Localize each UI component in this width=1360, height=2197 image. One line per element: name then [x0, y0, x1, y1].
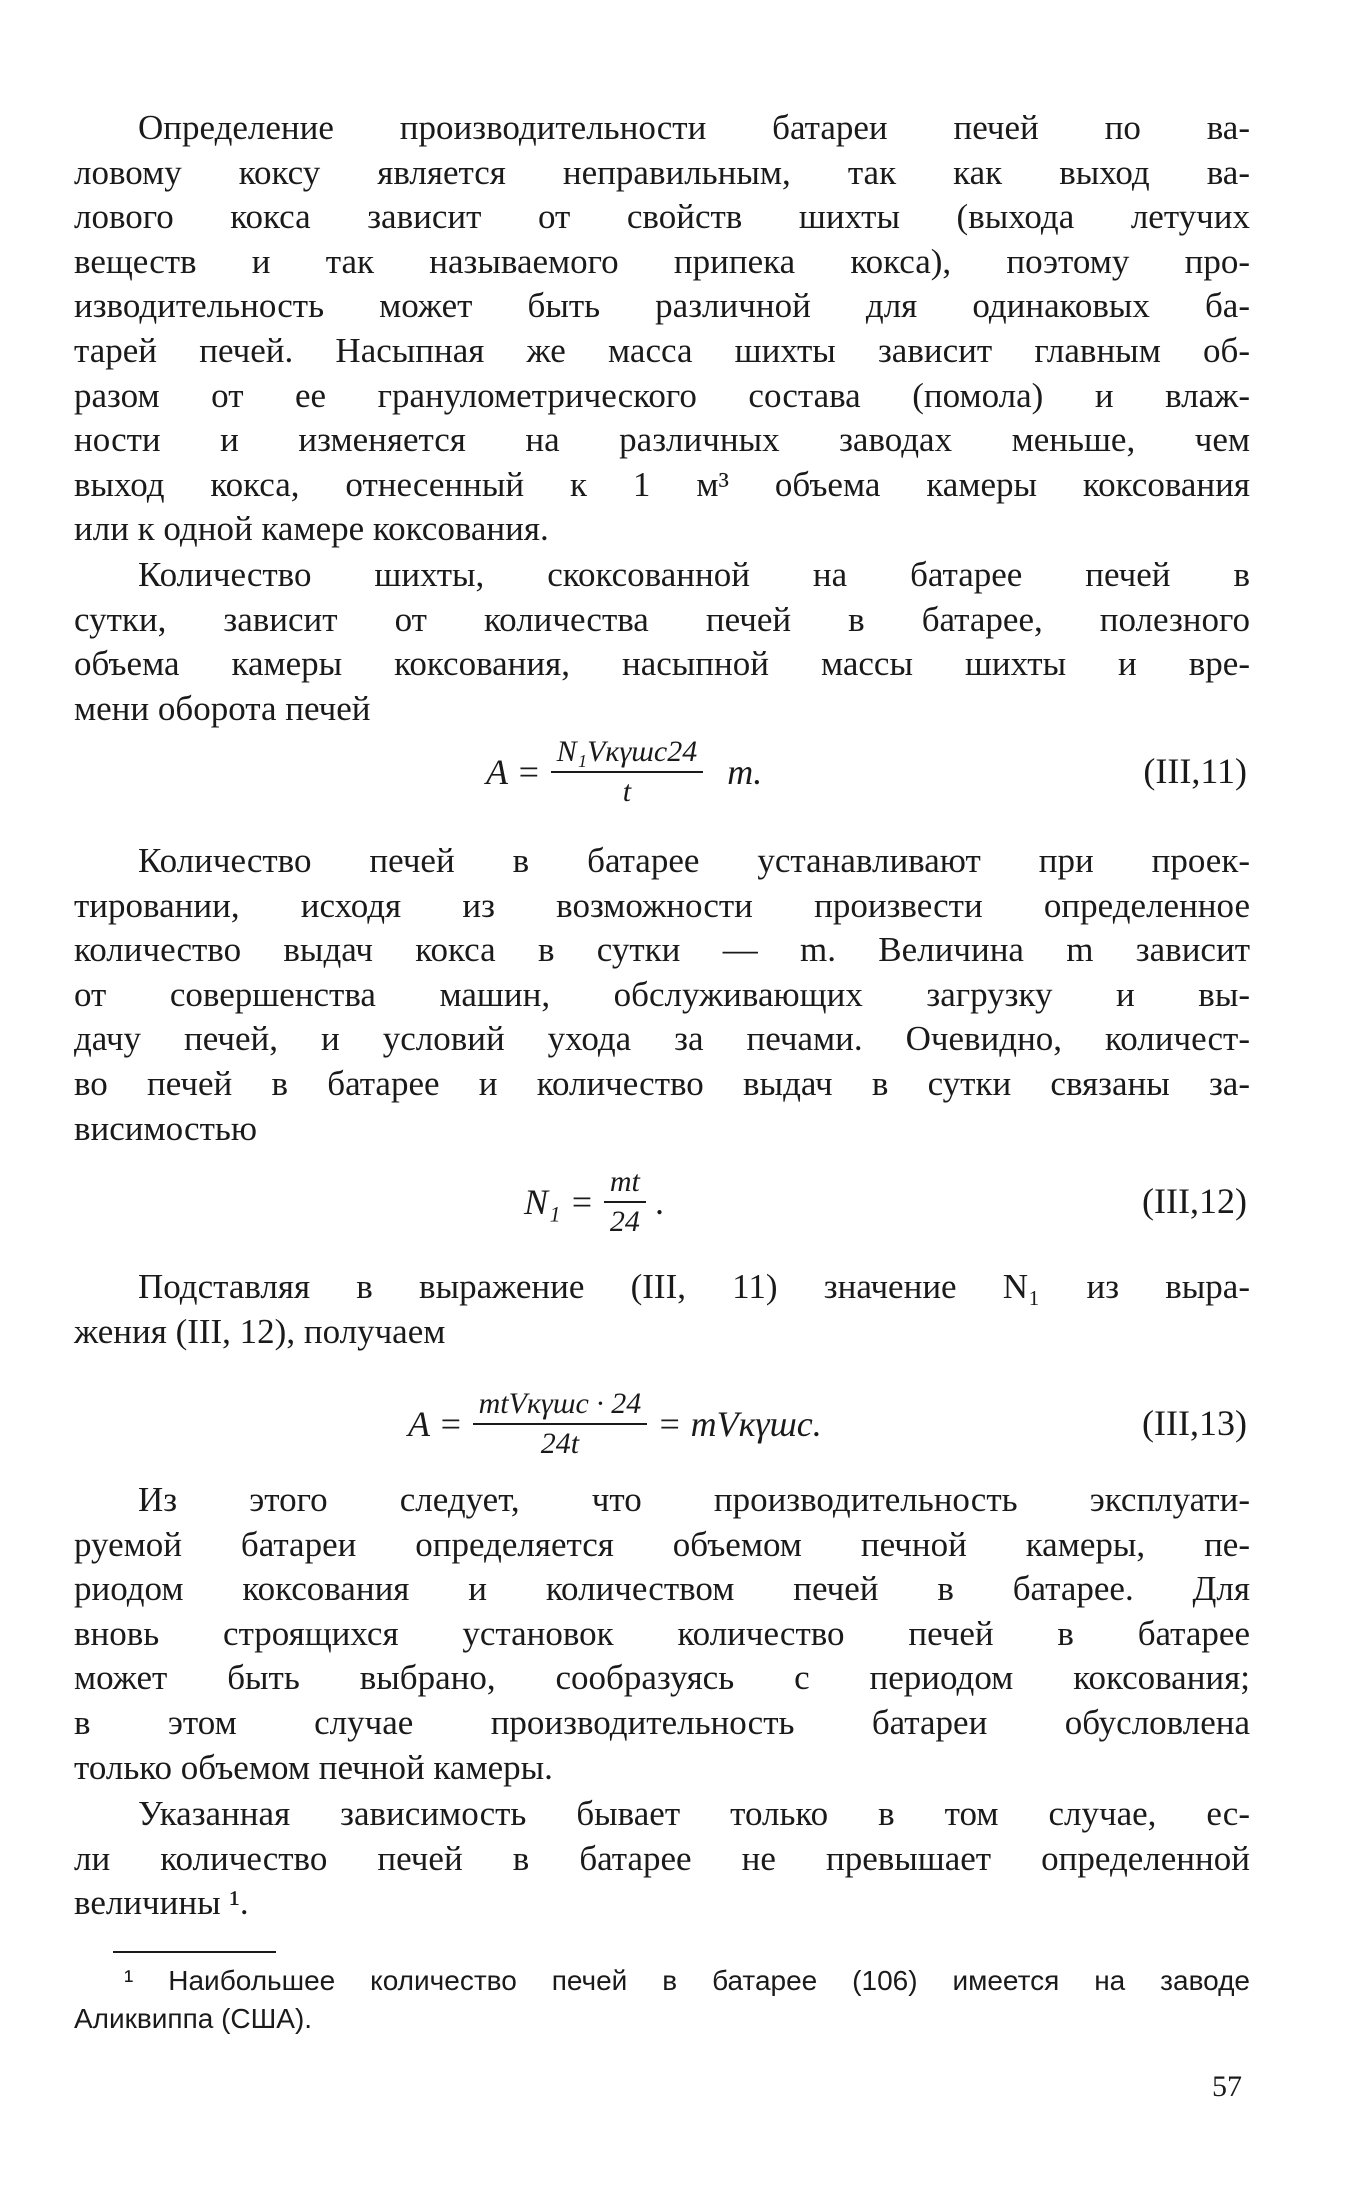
text-line: объема камеры коксования, насыпной массы шихты и вре- [74, 644, 1250, 684]
text-line: тарей печей. Насыпная же масса шихты зависит главным об- [74, 330, 1250, 370]
text-line: тировании, исходя из возможности произвести определенное [74, 885, 1250, 925]
text-line: сутки, зависит от количества печей в батарее, полезного [74, 599, 1250, 639]
eq-tail: m. [727, 752, 763, 792]
equation-III-11 [74, 722, 1250, 822]
fraction [551, 735, 704, 809]
paragraph-2 [74, 553, 1250, 731]
footnote-line: Аликвиппа (США). [74, 2003, 313, 2034]
numerator: mtVкγшс · 24 [473, 1387, 648, 1425]
text-line: Количество шихты, скоксованной на батарее печей в [138, 555, 1250, 594]
text-line: изводительность может быть различной для одинаковых ба- [74, 286, 1250, 326]
text-line: может быть выбрано, сообразуясь с периодом коксования; [74, 1658, 1250, 1698]
text-line: ловому коксу является неправильным, так как выход ва- [74, 152, 1250, 192]
fraction [604, 1165, 646, 1239]
footnote-line: ¹ Наибольшее количество печей в батарее (106) имеется на заводе [124, 1965, 1250, 1996]
equation-label: (III,11) [1143, 751, 1247, 791]
text-line: Указанная зависимость бывает только в том случае, ес- [138, 1794, 1250, 1833]
paragraph-1 [74, 106, 1250, 552]
text-line: количество выдач кокса в сутки — m. Величина m зависит [74, 930, 1250, 970]
eq-tail: = mVкγшс. [657, 1404, 822, 1444]
denominator: t [622, 775, 632, 808]
text-line: Из этого следует, что производительность эксплуати- [138, 1480, 1250, 1519]
fraction [473, 1387, 648, 1461]
text-line: ности и изменяется на различных заводах меньше, чем [74, 420, 1250, 460]
text-line: от совершенства машин, обслуживающих загрузку и вы- [74, 974, 1250, 1014]
text-line: Подставляя в выражение (III, 11) значение N₁ из выра- [138, 1267, 1250, 1306]
text-line: ли количество печей в батарее не превышает определенной [74, 1838, 1250, 1878]
text-line: дачу печей, и условий ухода за печами. Очевидно, количест- [74, 1019, 1250, 1059]
eq-lhs: A = [408, 1404, 463, 1444]
text-line: висимостью [74, 1108, 257, 1148]
text-line: Определение производительности батареи печей по ва- [138, 108, 1250, 147]
text-line: в этом случае производительность батареи обусловлена [74, 1702, 1250, 1742]
text-line: или к одной камере коксования. [74, 509, 549, 549]
text-line: выход кокса, отнесенный к 1 м³ объема камеры коксования [74, 464, 1250, 504]
denominator: 24 [609, 1205, 640, 1238]
paragraph-4 [74, 1265, 1250, 1354]
text-line: мени оборота печей [74, 688, 371, 728]
text-line: руемой батареи определяется объемом печной камеры, пе- [74, 1524, 1250, 1564]
footnote-divider [113, 1951, 276, 1953]
text-line: величины ¹. [74, 1883, 249, 1923]
text-line: жения (III, 12), получаем [74, 1311, 446, 1351]
paragraph-3 [74, 839, 1250, 1151]
paragraph-5 [74, 1478, 1250, 1790]
text-line: веществ и так называемого припека кокса), поэтому про- [74, 241, 1250, 281]
text-line: Количество печей в батарее устанавливают при проек- [138, 841, 1250, 880]
equation-label: (III,12) [1142, 1181, 1247, 1221]
equation-label: (III,13) [1142, 1403, 1247, 1443]
text-line: вновь строящихся установок количество печей в батарее [74, 1613, 1250, 1653]
denominator: 24t [540, 1427, 580, 1460]
equation-III-12 [74, 1152, 1250, 1252]
paragraph-6 [74, 1792, 1250, 1926]
eq-lhs: A = [486, 752, 541, 792]
numerator: mt [604, 1165, 646, 1203]
numerator: N₁Vкγшс24 [551, 735, 704, 773]
equation-III-13 [74, 1374, 1250, 1474]
text-line: разом от ее гранулометрического состава (помола) и влаж- [74, 375, 1250, 415]
text-line: лового кокса зависит от свойств шихты (выхода летучих [74, 197, 1250, 237]
text-line: во печей в батарее и количество выдач в сутки связаны за- [74, 1063, 1250, 1103]
eq-tail: . [655, 1182, 665, 1222]
text-line: только объемом печной камеры. [74, 1747, 553, 1787]
page-number: 57 [1212, 2070, 1242, 2103]
text-line: риодом коксования и количеством печей в батарее. Для [74, 1569, 1250, 1609]
footnote [74, 1962, 1250, 2038]
eq-lhs: N₁ = [524, 1182, 594, 1222]
